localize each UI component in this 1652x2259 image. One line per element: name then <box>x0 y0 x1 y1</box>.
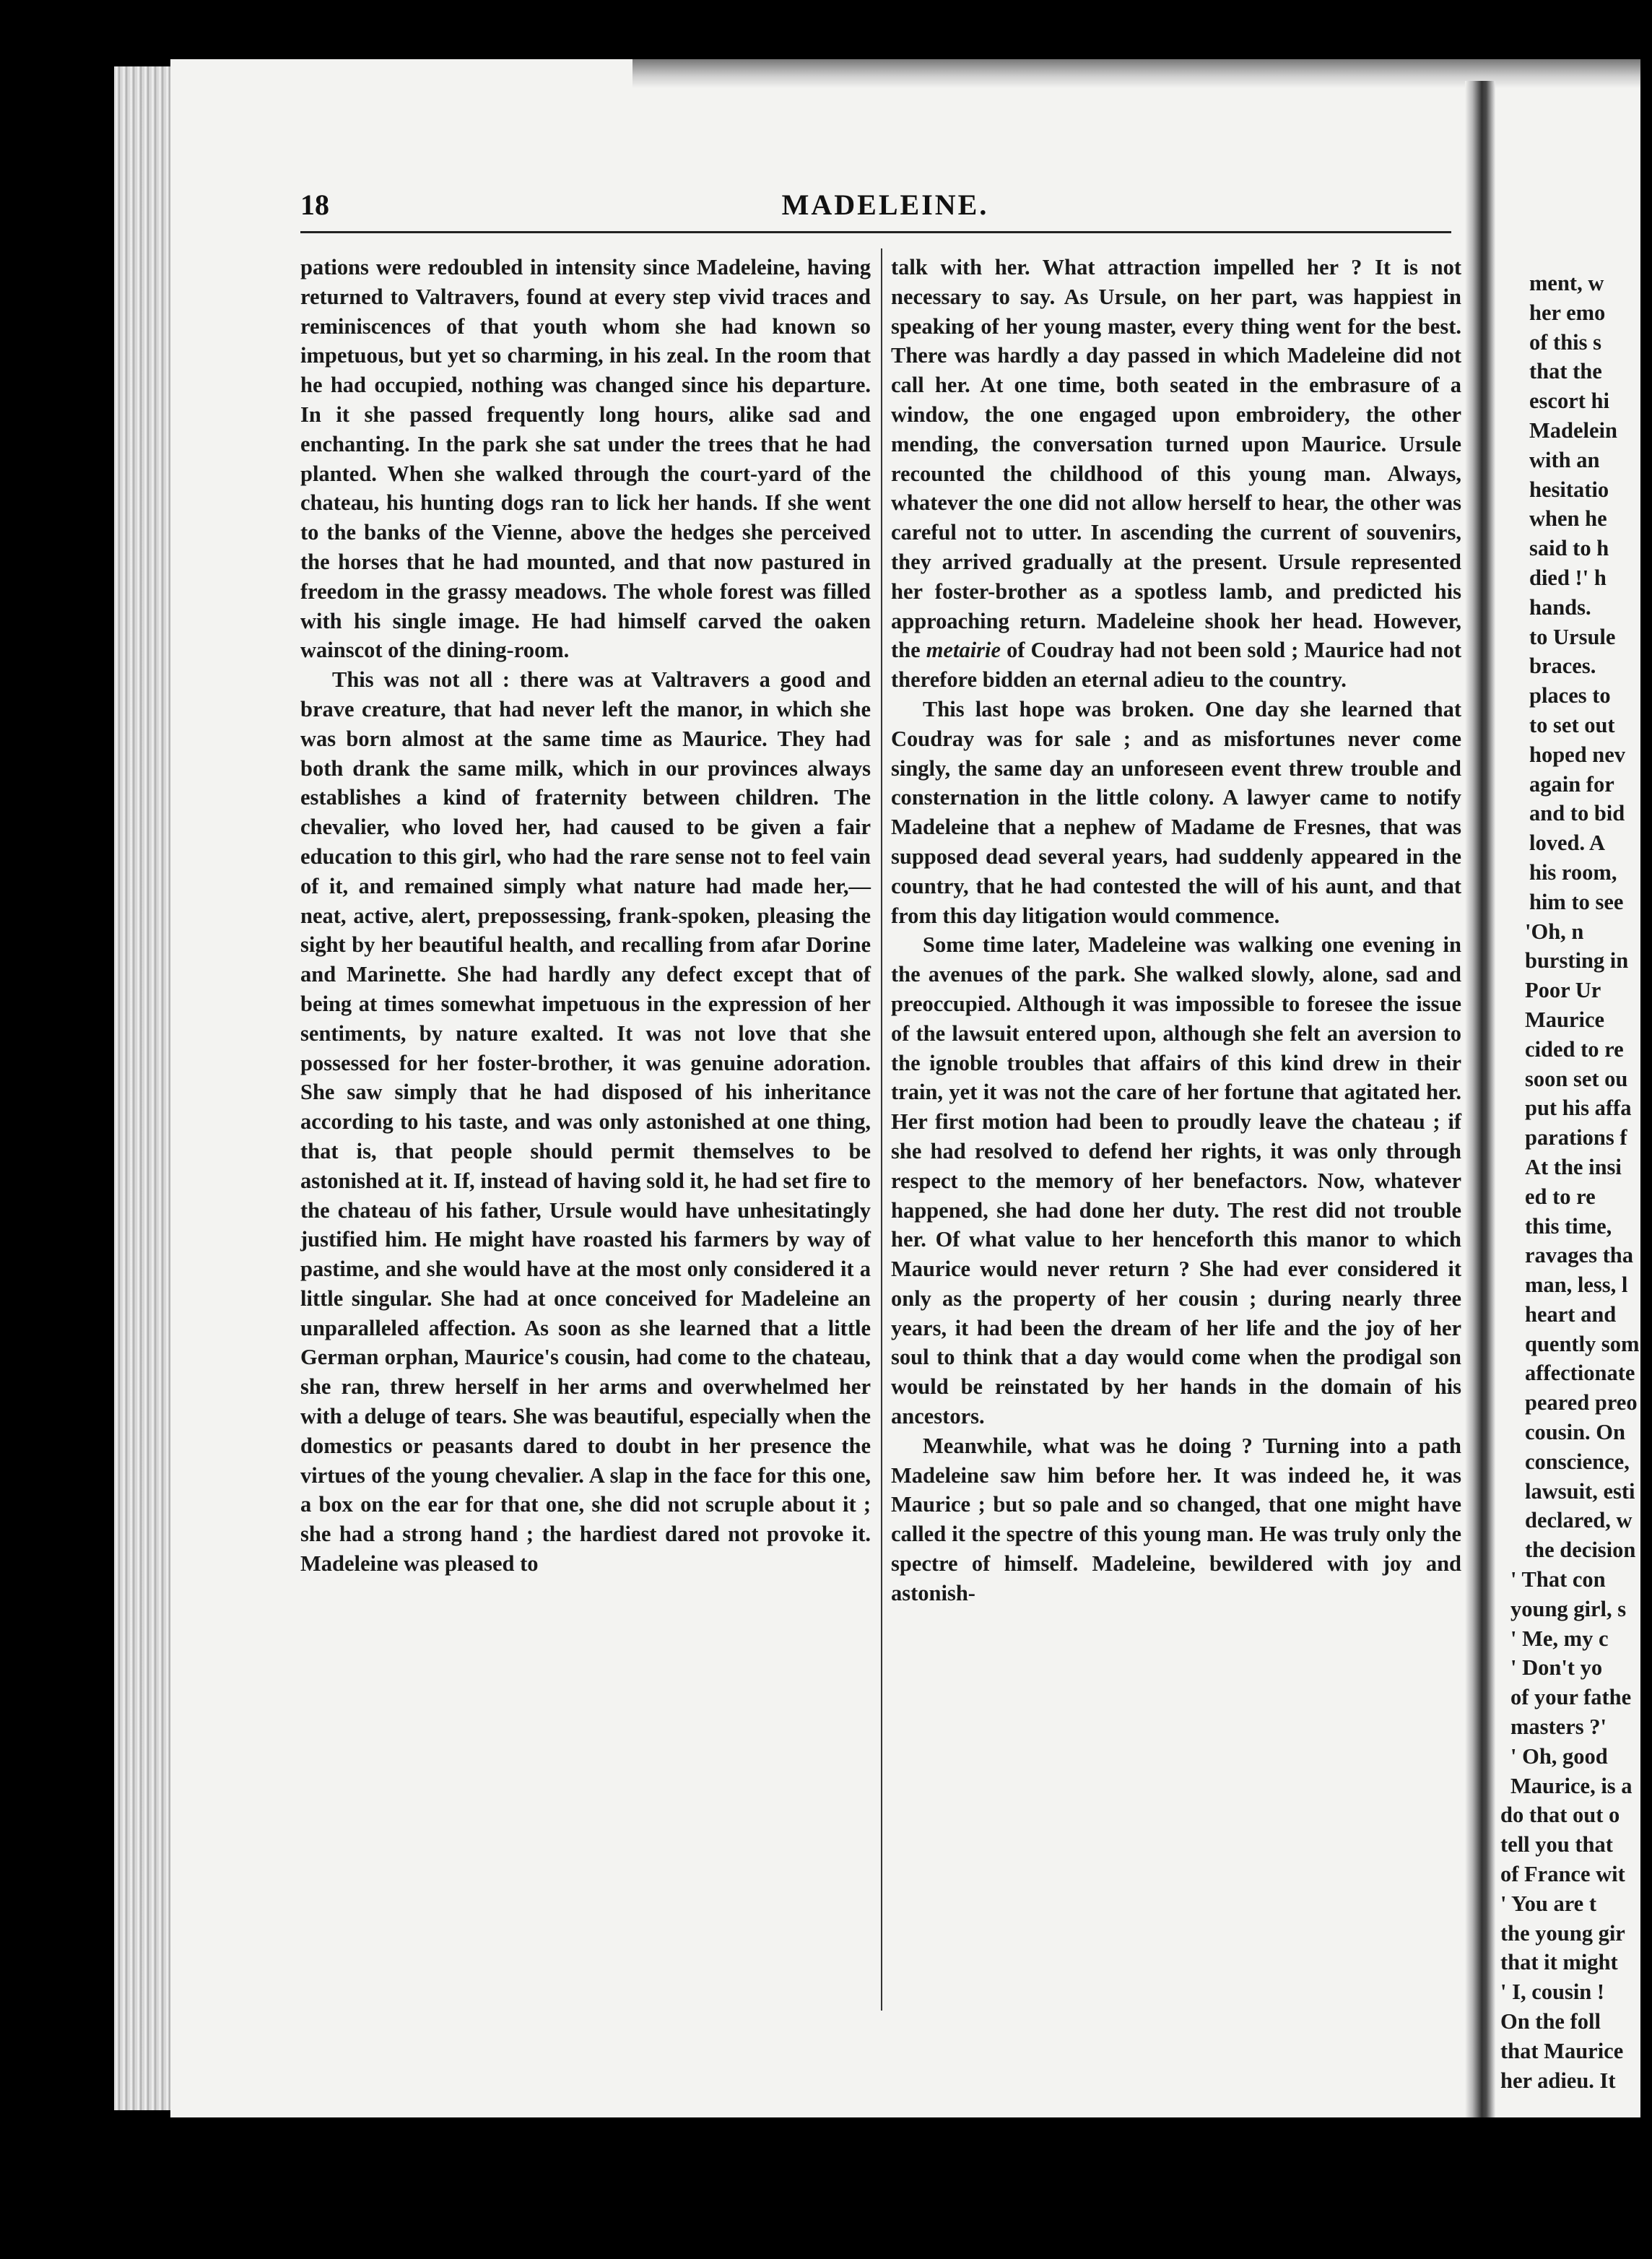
paragraph: This last hope was broken. One day she learned that Coudray was for sale ; and as misfortunes never come singly, the same day an unforeseen event threw trouble and consternation in the little colony. A lawyer came to notify Madeleine that a nephew of Madame de Fresnes, that was supposed dead several years, had suddenly appeared in the country, that he had contested the will of his aunt, and that from this day litigation would commence. <box>891 696 1461 928</box>
cropped-line: man, less, l <box>1525 1272 1628 1298</box>
page-number: 18 <box>300 188 329 221</box>
cropped-line: hands. <box>1529 594 1591 620</box>
cropped-line: that the <box>1529 359 1602 384</box>
cropped-line: with an <box>1529 447 1600 472</box>
cropped-line: lawsuit, esti <box>1525 1478 1635 1504</box>
scan-border-right <box>1640 0 1652 2259</box>
cropped-line: parations f <box>1525 1125 1627 1150</box>
cropped-line: places to <box>1529 683 1611 708</box>
cropped-line: quently som <box>1525 1331 1640 1356</box>
cropped-line: cided to re <box>1525 1036 1624 1062</box>
cropped-line: of France wit <box>1500 1862 1625 1887</box>
cropped-line: this time, <box>1525 1213 1612 1239</box>
paragraph: Some time later, Madeleine was walking one evening in the avenues of the park. She walked slowly, alone, sad and preoccupied. Although it was impossible to foresee the issue of the lawsuit entered upon, although she felt an aversion to the ignoble troubles that affairs of this kind drew in their train, yet it was not the care of her fortune that agitated her. Her first motion had been to proudly leave the chateau ; if she had resolved to defend her rights, it was only through respect to the memory of her benefactors. Now, whatever happened, she had done her duty. The rest did not trouble her. Of what value to her henceforth this manor to which Maurice would never return ? She had ever considered it only as the property of her cousin ; during nearly three years, it had been the dream of her life and the joy of her soul to think that a day would come when the prodigal son would be reinstated by her hands in the domain of his ancestors. <box>891 932 1461 1429</box>
cropped-line: said to h <box>1529 536 1609 561</box>
cropped-line: to set out <box>1529 712 1615 737</box>
page-header <box>300 188 1622 246</box>
cropped-line: ' Me, my c <box>1510 1626 1609 1651</box>
cropped-line: to Ursule <box>1529 624 1616 649</box>
cropped-line: that Maurice <box>1500 2038 1624 2063</box>
header-rule <box>300 231 1451 233</box>
cropped-line: Poor Ur <box>1525 978 1601 1003</box>
cropped-line: her adieu. It <box>1500 2068 1616 2093</box>
cropped-line: masters ?' <box>1510 1714 1607 1740</box>
cropped-line: tell you that <box>1500 1832 1613 1857</box>
cropped-line: Maurice, is a <box>1510 1773 1633 1798</box>
cropped-line: when he <box>1529 506 1607 532</box>
cropped-line: braces. <box>1529 654 1596 679</box>
cropped-line: bursting in <box>1525 948 1629 974</box>
cropped-line: put his affa <box>1525 1096 1632 1121</box>
cropped-line: At the insi <box>1525 1154 1622 1179</box>
cropped-line: On the foll <box>1500 2009 1601 2034</box>
cropped-line: died !' h <box>1529 565 1607 590</box>
cropped-line: of your fathe <box>1510 1685 1632 1710</box>
cropped-line: his room, <box>1529 859 1617 885</box>
running-title: MADELEINE. <box>781 188 989 221</box>
cropped-line: young girl, s <box>1510 1596 1627 1621</box>
cropped-line: ment, w <box>1529 271 1604 295</box>
cropped-line: hoped nev <box>1529 742 1626 767</box>
cropped-line: again for <box>1529 771 1614 797</box>
cropped-line: ravages tha <box>1525 1243 1633 1268</box>
text-column-middle <box>891 253 1461 1608</box>
cropped-line: escort hi <box>1529 389 1609 414</box>
cropped-line: declared, w <box>1525 1508 1633 1533</box>
column-divider <box>881 248 882 2011</box>
cropped-line: ' You are t <box>1500 1891 1597 1916</box>
cropped-line: her emo <box>1529 300 1606 325</box>
cropped-line: 'Oh, n <box>1525 919 1584 944</box>
cropped-line: Maurice <box>1525 1007 1605 1032</box>
cropped-line: that it might <box>1500 1950 1618 1975</box>
cropped-line: peared preo <box>1525 1390 1638 1415</box>
cropped-line: of this s <box>1529 329 1601 355</box>
cropped-line: loved. A <box>1529 831 1606 856</box>
book-gutter <box>1465 81 1495 2117</box>
cropped-line: do that out o <box>1500 1803 1620 1828</box>
cropped-line: the decision <box>1525 1538 1636 1563</box>
cropped-line: hesitatio <box>1529 477 1609 502</box>
page-edges <box>114 66 179 2110</box>
paragraph: Meanwhile, what was he doing ? Turning into a path Madeleine saw him before her. It was indeed he, it was Maurice ; but so pale and so changed, that one might have called it the spectre of this young man. He was truly only the spectre of himself. Madeleine, bewildered with joy and astonish- <box>891 1433 1461 1605</box>
cropped-line: affectionate <box>1525 1361 1635 1386</box>
paragraph: This was not all : there was at Valtravers a good and brave creature, that had never left the manor, in which she was born almost at the same time as Maurice. They had both drank the same milk, which in our provinces always establishes a kind of fraternity between children. The chevalier, who loved her, had caused to be given a fair education to this girl, who had the rare sense not to feel vain of it, and remained simply what nature had made her,—neat, active, alert, prepossessing, frank-spoken, pleasing the sight by her beautiful health, and recalling from afar Dorine and Marinette. She had hardly any defect except that of being at times somewhat impetuous in the expression of her sentiments, by nature exalted. It was not love that she possessed for her foster-brother, it was genuine adoration. She saw simply that he had disposed of his inheritance according to his taste, and was only astonished at one thing, that is, that people should permit themselves to be astonished at it. If, instead of having sold it, he had set fire to the chateau of his father, Ursule would have unhesitatingly justified him. He might have roasted his farmers by way of pastime, and she would have at the most only considered it a little singular. She had at once conceived for Madeleine an unparalleled affection. As soon as she learned that a little German orphan, Maurice's cousin, had come to the chateau, she ran, threw herself in her arms and overwhelmed her with a deluge of tears. She was beautiful, especially when the domestics or peasants dared to doubt in her presence the virtues of the young chevalier. A slap in the face for this one, a box on the ear for that one, she did not scruple about it ; she had a strong hand ; the hardiest dared not provoke it. Madeleine was pleased to <box>300 667 871 1577</box>
cropped-line: the young gir <box>1500 1920 1625 1946</box>
cropped-line: and to bid <box>1529 801 1625 826</box>
cropped-line: soon set ou <box>1525 1066 1628 1091</box>
cropped-line: ed to re <box>1525 1184 1596 1209</box>
paragraph: talk with her. What attraction impelled her ? It is not necessary to say. As Ursule, on her part, was happiest in speaking of her young master, every thing went for the best. There was hardly a day passed in which Madeleine did not call her. At one time, both seated in the embrasure of a window, the one engaged upon embroidery, the other mending, the conversation turned upon Maurice. Ursule recounted the childhood of this young man. Always, whatever the one did not allow herself to hear, the other was careful not to utter. In ascending the current of souvenirs, they arrived gradually at the present. Ursule represented her foster-brother as a spotless lamb, and predicted his approaching return. Madeleine shook her head. However, the metairie of Coudray had not been sold ; Maurice had not therefore bidden an eternal adieu to the country. <box>891 255 1461 693</box>
book-page <box>170 59 1652 2117</box>
cropped-line: ' Don't yo <box>1510 1655 1603 1681</box>
cropped-line: ' I, cousin ! <box>1500 1980 1605 2005</box>
cropped-line: ' That con <box>1510 1567 1606 1592</box>
text-column-right-cropped <box>1500 269 1652 2095</box>
paragraph: pations were redoubled in intensity since Madeleine, having returned to Valtravers, found at every step vivid traces and reminiscences of that youth whom she had known so impetuous, but yet so charming, in his zeal. In the room that he had occupied, nothing was changed since his departure. In it she passed frequently long hours, alike sad and enchanting. In the park she sat under the trees that he had planted. When she walked through the court-yard of the chateau, his hunting dogs ran to lick her hands. If she went to the banks of the Vienne, above the hedges she perceived the horses that he had mounted, and that now pastured in freedom in the grassy meadows. The whole forest was filled with his single image. He had himself carved the oaken wainscot of the dining-room. <box>300 255 871 663</box>
text-column-left <box>300 253 871 1579</box>
cropped-line: ' Oh, good <box>1510 1743 1608 1769</box>
page-top-shadow <box>632 59 1652 88</box>
cropped-line: heart and <box>1525 1301 1617 1327</box>
cropped-line: him to see <box>1529 889 1624 914</box>
cropped-line: cousin. On <box>1525 1420 1625 1445</box>
cropped-line: Madelein <box>1529 417 1617 443</box>
cropped-line: conscience, <box>1525 1449 1630 1474</box>
